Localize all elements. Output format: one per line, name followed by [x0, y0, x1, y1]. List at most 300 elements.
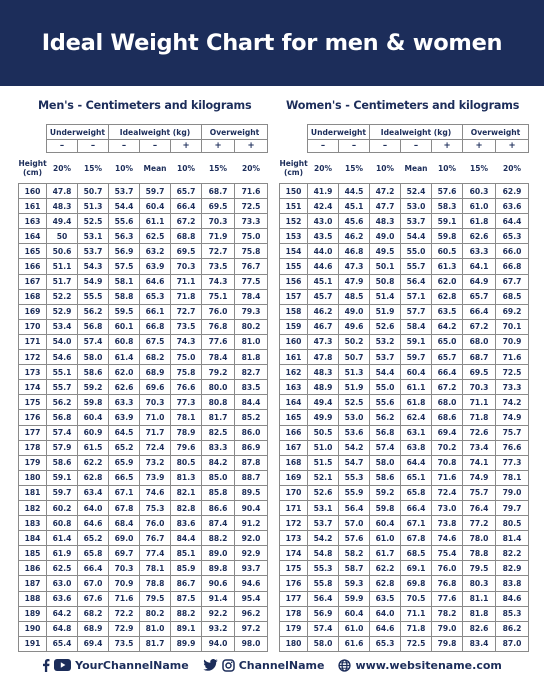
weight-cell: 69.6 — [140, 380, 171, 395]
weight-cell: 85.0 — [202, 470, 235, 485]
group-header-row — [280, 125, 529, 140]
height-cell: 156 — [280, 274, 308, 289]
height-cell: 181 — [19, 485, 47, 500]
table-row — [19, 365, 268, 380]
weight-cell: 51.7 — [47, 274, 78, 289]
table-row — [19, 229, 268, 244]
weight-cell: 85.3 — [496, 606, 529, 621]
weight-cell: 75.7 — [463, 485, 496, 500]
table-row — [19, 259, 268, 274]
weight-cell: 78.8 — [463, 546, 496, 561]
weight-cell: 83.4 — [463, 636, 496, 651]
table-row — [280, 606, 529, 621]
weight-cell: 86.7 — [171, 576, 202, 591]
height-cell: 178 — [19, 440, 47, 455]
height-cell: 161 — [19, 199, 47, 214]
weight-cell: 54.6 — [47, 350, 78, 365]
table-row — [19, 304, 268, 319]
weight-cell: 48.3 — [47, 199, 78, 214]
weight-cell: 91.2 — [235, 516, 268, 531]
height-cell: 163 — [280, 380, 308, 395]
women-weight-table — [279, 124, 529, 652]
weight-cell: 55.6 — [109, 214, 140, 229]
weight-cell: 80.3 — [463, 576, 496, 591]
weight-cell: 82.6 — [463, 621, 496, 636]
weight-cell: 78.2 — [432, 606, 463, 621]
height-cell: 154 — [280, 244, 308, 259]
weight-cell: 74.6 — [140, 485, 171, 500]
weight-cell: 52.9 — [47, 304, 78, 319]
table-row — [280, 259, 529, 274]
weight-cell: 65.8 — [78, 546, 109, 561]
height-cell: 160 — [19, 184, 47, 199]
weight-cell: 61.1 — [401, 380, 432, 395]
weight-cell: 55.8 — [308, 576, 339, 591]
height-cell: 165 — [19, 244, 47, 259]
weight-cell: 51.3 — [78, 199, 109, 214]
weight-cell: 82.7 — [235, 365, 268, 380]
website-link[interactable]: www.websitename.com — [355, 658, 502, 672]
weight-cell: 61.0 — [463, 199, 496, 214]
height-cell: 155 — [280, 259, 308, 274]
weight-cell: 53.7 — [370, 350, 401, 365]
height-cell: 191 — [19, 636, 47, 651]
weight-cell: 88.2 — [202, 531, 235, 546]
weight-cell: 61.4 — [47, 531, 78, 546]
weight-cell: 70.3 — [140, 395, 171, 410]
weight-cell: 53.0 — [339, 410, 370, 425]
column-header: Mean — [404, 163, 428, 173]
weight-cell: 89.9 — [171, 636, 202, 651]
weight-cell: 47.7 — [370, 199, 401, 214]
weight-cell: 57.4 — [370, 440, 401, 455]
weight-cell: 50.7 — [78, 184, 109, 199]
table-row — [19, 591, 268, 606]
weight-cell: 60.4 — [339, 606, 370, 621]
weight-cell: 61.7 — [370, 546, 401, 561]
weight-cell: 54.2 — [339, 440, 370, 455]
weight-cell: 70.2 — [432, 440, 463, 455]
weight-cell: 85.1 — [171, 546, 202, 561]
height-cell: 167 — [280, 440, 308, 455]
weight-cell: 64.0 — [78, 500, 109, 515]
weight-cell: 81.7 — [140, 636, 171, 651]
weight-cell: 87.4 — [202, 516, 235, 531]
weight-cell: 62.2 — [78, 455, 109, 470]
weight-cell: 70.8 — [432, 455, 463, 470]
height-cell: 170 — [19, 319, 47, 334]
weight-cell: 58.6 — [78, 365, 109, 380]
weight-cell: 60.2 — [47, 500, 78, 515]
column-header: 20% — [242, 163, 260, 173]
table-row — [280, 319, 529, 334]
weight-cell: 84.4 — [235, 395, 268, 410]
weight-cell: 46.7 — [308, 319, 339, 334]
weight-cell: 64.6 — [78, 516, 109, 531]
table-row — [19, 546, 268, 561]
weight-cell: 69.8 — [401, 576, 432, 591]
height-cell: 174 — [19, 380, 47, 395]
weight-cell: 58.0 — [78, 350, 109, 365]
weight-cell: 78.0 — [463, 531, 496, 546]
symbol-cell: + — [202, 140, 235, 153]
weight-cell: 77.6 — [432, 591, 463, 606]
table-row — [19, 440, 268, 455]
weight-cell: 59.2 — [78, 380, 109, 395]
weight-cell: 53.7 — [401, 214, 432, 229]
weight-cell: 68.7 — [463, 350, 496, 365]
weight-cell: 56.9 — [109, 244, 140, 259]
weight-cell: 71.7 — [140, 425, 171, 440]
weight-cell: 65.2 — [78, 531, 109, 546]
weight-cell: 73.3 — [235, 214, 268, 229]
weight-cell: 78.1 — [140, 561, 171, 576]
weight-cell: 76.0 — [432, 561, 463, 576]
weight-cell: 73.2 — [140, 455, 171, 470]
weight-cell: 66.4 — [401, 500, 432, 515]
weight-cell: 81.4 — [496, 531, 529, 546]
weight-cell: 74.3 — [171, 334, 202, 349]
height-cell: 175 — [19, 395, 47, 410]
column-header: 10% — [438, 163, 456, 173]
symbol-cell: + — [235, 140, 268, 153]
height-cell: 172 — [19, 350, 47, 365]
weight-cell: 70.3 — [109, 561, 140, 576]
weight-cell: 46.2 — [308, 304, 339, 319]
weight-cell: 61.4 — [109, 350, 140, 365]
weight-cell: 44.6 — [308, 259, 339, 274]
table-row — [280, 516, 529, 531]
weight-cell: 47.3 — [339, 259, 370, 274]
weight-cell: 76.7 — [235, 259, 268, 274]
weight-cell: 55.6 — [370, 395, 401, 410]
weight-cell: 52.6 — [308, 485, 339, 500]
weight-cell: 84.4 — [171, 531, 202, 546]
weight-cell: 86.9 — [235, 440, 268, 455]
weight-cell: 74.3 — [202, 274, 235, 289]
weight-cell: 59.8 — [432, 229, 463, 244]
weight-cell: 72.9 — [109, 621, 140, 636]
weight-cell: 81.0 — [235, 334, 268, 349]
weight-cell: 63.5 — [370, 591, 401, 606]
height-cell: 172 — [280, 516, 308, 531]
weight-cell: 83.6 — [171, 516, 202, 531]
height-cell: 190 — [19, 621, 47, 636]
height-cell: 173 — [280, 531, 308, 546]
weight-cell: 66.4 — [171, 199, 202, 214]
channel-name-1[interactable]: YourChannelName — [75, 658, 189, 672]
weight-cell: 83.3 — [202, 440, 235, 455]
height-cell: 179 — [280, 621, 308, 636]
weight-cell: 75.0 — [171, 350, 202, 365]
weight-cell: 65.1 — [401, 470, 432, 485]
table-row — [280, 214, 529, 229]
weight-cell: 78.9 — [171, 425, 202, 440]
table-row — [280, 485, 529, 500]
weight-cell: 75.1 — [202, 289, 235, 304]
weight-cell: 60.9 — [78, 425, 109, 440]
weight-cell: 78.1 — [171, 410, 202, 425]
weight-cell: 67.8 — [109, 500, 140, 515]
weight-cell: 50.7 — [339, 350, 370, 365]
weight-cell: 63.4 — [78, 485, 109, 500]
weight-cell: 65.8 — [401, 485, 432, 500]
weight-cell: 65.7 — [463, 289, 496, 304]
weight-cell: 49.9 — [308, 410, 339, 425]
weight-cell: 78.4 — [202, 350, 235, 365]
height-cell: 173 — [19, 365, 47, 380]
weight-cell: 98.0 — [235, 636, 268, 651]
table-row — [280, 621, 529, 636]
weight-cell: 53.7 — [78, 244, 109, 259]
weight-cell: 62.0 — [109, 365, 140, 380]
weight-cell: 63.9 — [109, 410, 140, 425]
footer — [0, 654, 544, 676]
weight-cell: 59.8 — [78, 395, 109, 410]
weight-cell: 56.2 — [47, 395, 78, 410]
table-row — [280, 274, 529, 289]
weight-cell: 42.4 — [308, 199, 339, 214]
weight-cell: 54.0 — [47, 334, 78, 349]
weight-cell: 71.9 — [202, 229, 235, 244]
weight-cell: 54.3 — [78, 259, 109, 274]
weight-cell: 66.5 — [109, 470, 140, 485]
table-row — [19, 425, 268, 440]
weight-cell: 71.8 — [401, 621, 432, 636]
weight-cell: 78.1 — [496, 470, 529, 485]
table-row — [280, 395, 529, 410]
weight-cell: 54.2 — [308, 531, 339, 546]
column-header: 15% — [470, 163, 488, 173]
weight-cell: 51.9 — [370, 304, 401, 319]
weight-cell: 66.0 — [496, 244, 529, 259]
weight-cell: 60.1 — [109, 319, 140, 334]
weight-cell: 47.8 — [47, 184, 78, 199]
weight-cell: 64.8 — [47, 621, 78, 636]
facebook-icon[interactable] — [42, 659, 50, 672]
weight-cell: 71.1 — [401, 606, 432, 621]
weight-cell: 62.6 — [463, 229, 496, 244]
women-section-title: Women's - Centimeters and kilograms — [286, 99, 520, 112]
symbol-cell: – — [78, 140, 109, 153]
weight-cell: 59.3 — [339, 576, 370, 591]
table-row — [280, 500, 529, 515]
weight-cell: 74.2 — [496, 395, 529, 410]
weight-cell: 69.5 — [202, 199, 235, 214]
weight-cell: 80.5 — [171, 455, 202, 470]
table-row — [280, 304, 529, 319]
weight-cell: 67.8 — [401, 531, 432, 546]
weight-cell: 51.1 — [47, 259, 78, 274]
weight-cell: 63.1 — [401, 425, 432, 440]
weight-cell: 49.6 — [339, 319, 370, 334]
weight-cell: 52.1 — [308, 470, 339, 485]
column-header: Mean — [143, 163, 167, 173]
weight-cell: 58.2 — [339, 546, 370, 561]
weight-cell: 63.3 — [463, 244, 496, 259]
weight-cell: 61.6 — [339, 636, 370, 651]
instagram-icon[interactable] — [222, 659, 235, 672]
table-row — [19, 350, 268, 365]
table-row — [19, 199, 268, 214]
weight-cell: 47.8 — [308, 350, 339, 365]
weight-cell: 61.5 — [78, 440, 109, 455]
weight-cell: 85.9 — [171, 561, 202, 576]
weight-cell: 65.3 — [496, 229, 529, 244]
weight-cell: 66.1 — [140, 304, 171, 319]
weight-cell: 62.0 — [432, 274, 463, 289]
weight-cell: 69.7 — [109, 546, 140, 561]
weight-cell: 84.6 — [496, 591, 529, 606]
weight-cell: 51.0 — [308, 440, 339, 455]
weight-cell: 74.9 — [463, 470, 496, 485]
table-row — [19, 410, 268, 425]
weight-cell: 55.0 — [370, 380, 401, 395]
weight-cell: 66.8 — [496, 259, 529, 274]
weight-cell: 68.2 — [78, 606, 109, 621]
height-cell: 164 — [19, 229, 47, 244]
twitter-icon[interactable] — [203, 659, 218, 671]
table-row — [19, 606, 268, 621]
weight-cell: 46.8 — [339, 244, 370, 259]
weight-cell: 44.0 — [308, 244, 339, 259]
weight-cell: 75.8 — [171, 365, 202, 380]
weight-cell: 68.0 — [432, 395, 463, 410]
column-header: 20% — [53, 163, 71, 173]
height-cell: 162 — [280, 365, 308, 380]
weight-cell: 75.0 — [235, 229, 268, 244]
weight-cell: 50.1 — [370, 259, 401, 274]
weight-cell: 48.3 — [308, 365, 339, 380]
table-row — [19, 576, 268, 591]
weight-cell: 52.5 — [339, 395, 370, 410]
weight-cell: 67.2 — [171, 214, 202, 229]
weight-cell: 60.8 — [47, 516, 78, 531]
weight-cell: 66.4 — [463, 304, 496, 319]
weight-cell: 62.8 — [370, 576, 401, 591]
weight-cell: 69.5 — [463, 365, 496, 380]
weight-cell: 60.4 — [401, 365, 432, 380]
weight-cell: 52.4 — [401, 184, 432, 199]
weight-cell: 82.5 — [202, 425, 235, 440]
weight-cell: 65.7 — [171, 184, 202, 199]
table-row — [19, 500, 268, 515]
weight-cell: 59.8 — [370, 500, 401, 515]
group-idealweight: Idealweight (kg) — [370, 125, 463, 140]
weight-cell: 70.9 — [496, 334, 529, 349]
symbol-row — [19, 140, 268, 153]
height-cell: 164 — [280, 395, 308, 410]
weight-cell: 77.2 — [463, 516, 496, 531]
weight-cell: 72.4 — [432, 485, 463, 500]
weight-cell: 66.8 — [140, 319, 171, 334]
weight-cell: 72.4 — [140, 440, 171, 455]
symbol-cell: + — [463, 140, 496, 153]
weight-cell: 48.3 — [370, 214, 401, 229]
weight-cell: 55.7 — [47, 380, 78, 395]
table-row — [280, 561, 529, 576]
table-row — [280, 244, 529, 259]
table-row — [19, 274, 268, 289]
weight-cell: 69.4 — [78, 636, 109, 651]
empty-corner-cell — [280, 125, 308, 140]
weight-cell: 59.1 — [47, 470, 78, 485]
weight-cell: 64.4 — [401, 455, 432, 470]
weight-cell: 52.6 — [370, 319, 401, 334]
weight-cell: 74.6 — [432, 531, 463, 546]
channel-name-2[interactable]: ChannelName — [238, 658, 325, 672]
weight-cell: 79.8 — [432, 636, 463, 651]
weight-cell: 84.2 — [202, 455, 235, 470]
table-row — [280, 425, 529, 440]
weight-cell: 45.7 — [308, 289, 339, 304]
weight-cell: 75.7 — [496, 425, 529, 440]
weight-cell: 53.7 — [308, 516, 339, 531]
table-row — [280, 440, 529, 455]
weight-cell: 53.4 — [47, 319, 78, 334]
weight-cell: 66.4 — [432, 365, 463, 380]
weight-cell: 71.1 — [171, 274, 202, 289]
weight-cell: 76.0 — [202, 304, 235, 319]
globe-icon — [338, 659, 351, 672]
weight-cell: 87.8 — [235, 455, 268, 470]
weight-cell: 87.5 — [171, 591, 202, 606]
weight-cell: 65.0 — [432, 334, 463, 349]
weight-cell: 60.4 — [140, 199, 171, 214]
weight-cell: 50.5 — [308, 425, 339, 440]
weight-cell: 61.0 — [339, 621, 370, 636]
weight-cell: 61.8 — [401, 395, 432, 410]
weight-cell: 75.4 — [432, 546, 463, 561]
symbol-cell: – — [109, 140, 140, 153]
weight-cell: 56.4 — [339, 500, 370, 515]
height-cell: 160 — [280, 334, 308, 349]
height-cell: 171 — [280, 500, 308, 515]
weight-cell: 46.2 — [339, 229, 370, 244]
weight-cell: 93.7 — [235, 561, 268, 576]
weight-cell: 74.1 — [463, 455, 496, 470]
weight-cell: 62.5 — [47, 561, 78, 576]
weight-cell: 92.9 — [235, 546, 268, 561]
weight-cell: 56.3 — [109, 229, 140, 244]
weight-cell: 85.8 — [202, 485, 235, 500]
height-cell: 175 — [280, 561, 308, 576]
symbol-cell: + — [496, 140, 529, 153]
weight-cell: 59.2 — [370, 485, 401, 500]
weight-cell: 57.4 — [308, 621, 339, 636]
weight-cell: 60.5 — [432, 244, 463, 259]
weight-cell: 50 — [47, 229, 78, 244]
weight-cell: 50.2 — [339, 334, 370, 349]
height-cell: 166 — [280, 425, 308, 440]
table-row — [280, 636, 529, 651]
weight-cell: 51.9 — [339, 380, 370, 395]
table-row — [19, 636, 268, 651]
weight-cell: 89.0 — [202, 546, 235, 561]
table-row — [19, 561, 268, 576]
weight-cell: 59.1 — [432, 214, 463, 229]
weight-cell: 63.6 — [496, 199, 529, 214]
weight-cell: 58.0 — [308, 636, 339, 651]
weight-cell: 57.6 — [339, 531, 370, 546]
weight-cell: 72.5 — [235, 199, 268, 214]
weight-cell: 41.9 — [308, 184, 339, 199]
weight-cell: 77.5 — [235, 274, 268, 289]
weight-cell: 68.9 — [140, 365, 171, 380]
weight-cell: 68.8 — [171, 229, 202, 244]
weight-cell: 52.5 — [78, 214, 109, 229]
youtube-icon[interactable] — [54, 659, 71, 671]
